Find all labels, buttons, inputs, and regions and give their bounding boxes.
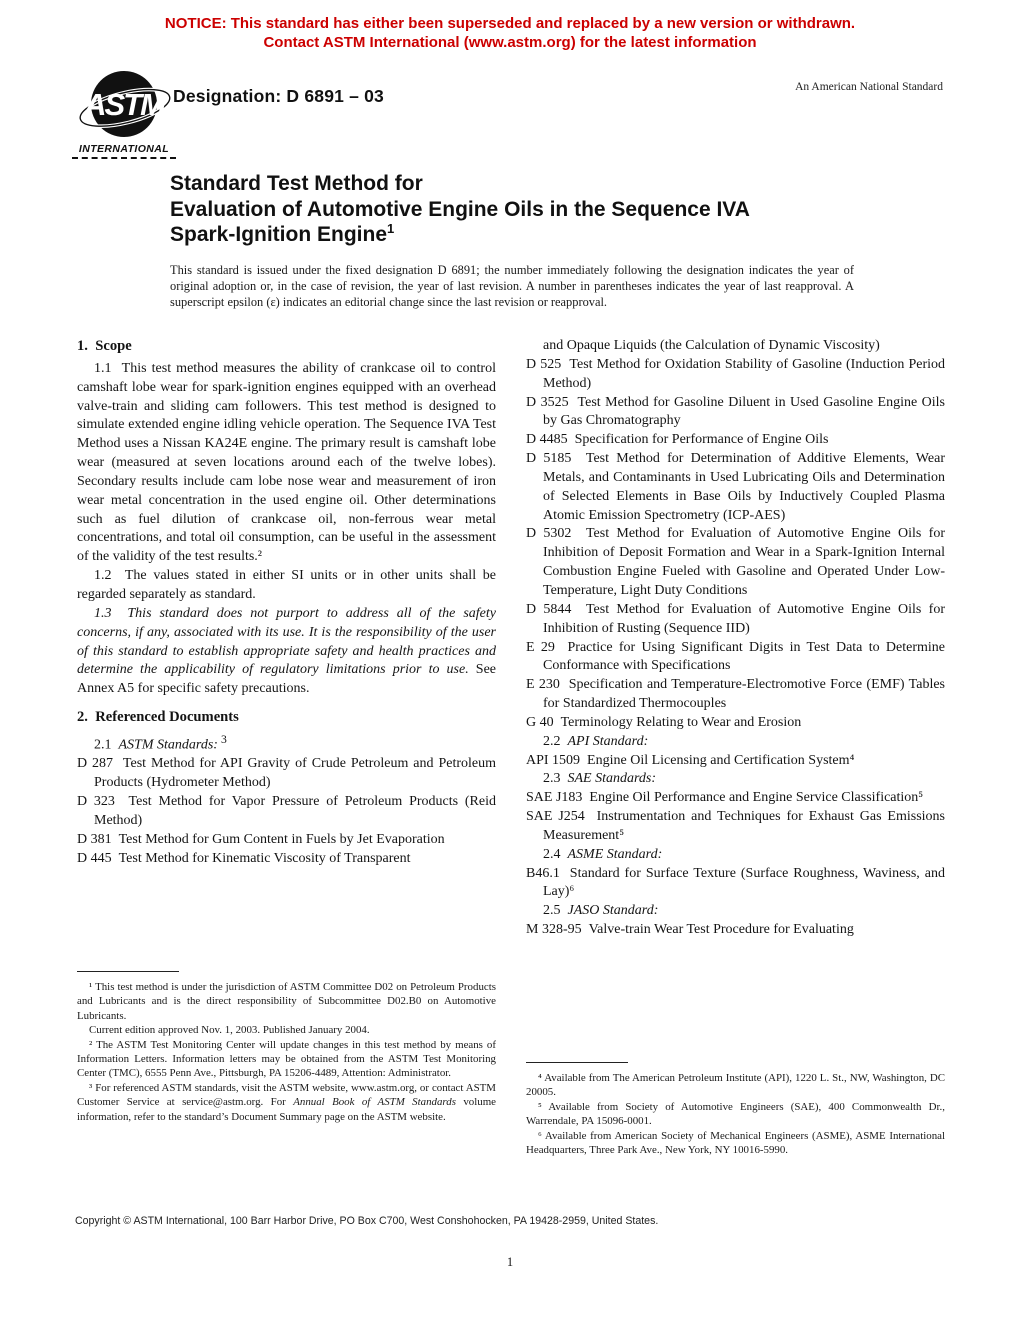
paragraph-1-3-roman: See Annex A5 for specific safety precautions. [77, 662, 496, 697]
footnote-edition: Current edition approved Nov. 1, 2003. Published January 2004. [89, 1024, 370, 1037]
footnotes-right [526, 1062, 945, 1157]
reference-item: SAE J183 Engine Oil Performance and Engine Service Classification⁵ [526, 790, 924, 806]
notice-line-1: NOTICE: This standard has either been superseded and replaced by a new version or withdrawn. [164, 15, 856, 32]
reference-item: D 445 Test Method for Kinematic Viscosity of Transparent [77, 850, 411, 866]
designation: Designation: D 6891 – 03 [173, 86, 384, 106]
national-standard-note: An American National Standard [795, 81, 943, 93]
paragraph-1-2: 1.2 The values stated in either SI units or in other units shall be regarded separately as standard. [77, 568, 496, 602]
subsection-2-3-number: 2.3 [543, 771, 568, 787]
superseded-notice [0, 15, 1020, 52]
reference-item: D 381 Test Method for Gum Content in Fuels by Jet Evaporation [77, 831, 445, 847]
reference-item: D 3525 Test Method for Gasoline Diluent in Used Gasoline Engine Oils by Gas Chromatography [526, 394, 945, 429]
subsection-2-4-label: ASME Standard: [567, 846, 663, 862]
subsection-2-3-label: SAE Standards: [567, 771, 657, 787]
section-heading-scope: 1. Scope [77, 338, 132, 354]
footnote-4: ⁴ Available from The American Petroleum Institute (API), 1220 L. St., NW, Washington, DC 20005. [526, 1072, 945, 1099]
title-line-3-text: Spark-Ignition Engine [170, 223, 388, 246]
footnote-5: ⁵ Available from Society of Automotive Engineers (SAE), 400 Commonwealth Dr., Warrendale, PA 15096-0001. [526, 1100, 945, 1128]
reference-item: SAE J254 Instrumentation and Techniques for Exhaust Gas Emissions Measurement⁵ [526, 809, 945, 843]
title-line-1: Standard Test Method for [170, 172, 423, 195]
title-footnote-marker: 1 [387, 221, 395, 236]
reference-item: API 1509 Engine Oil Licensing and Certification System⁴ [526, 752, 855, 768]
footnote-3-roman-a: ³ For referenced ASTM standards, visit the ASTM website, www.astm.org, or contact ASTM Customer Service at service@astm.org. For [77, 1081, 496, 1109]
reference-item: B46.1 Standard for Surface Texture (Surface Roughness, Waviness, and Lay)⁶ [526, 865, 945, 900]
subsection-2-2-label: API Standard: [567, 733, 649, 749]
subsection-2-5-label: JASO Standard: [567, 903, 659, 919]
reference-item: D 525 Test Method for Oxidation Stability of Gasoline (Induction Period Method) [526, 356, 945, 391]
subsection-2-1 [77, 731, 496, 756]
astm-logo-text: ASTM [84, 87, 164, 122]
astm-logo [72, 68, 176, 159]
subsection-2-5-number: 2.5 [543, 903, 568, 919]
subsection-2-4-number: 2.4 [543, 846, 568, 862]
reference-item: M 328-95 Valve-train Wear Test Procedure for Evaluating [526, 922, 854, 938]
footnote-3-italic: Annual Book of ASTM Standards [293, 1096, 456, 1109]
footnote-3-roman-b: volume information, refer to the standard’s Document Summary page on the ASTM website. [77, 1096, 497, 1123]
subsection-2-1-number: 2.1 [94, 737, 119, 753]
reference-item: D 5844 Test Method for Evaluation of Automotive Engine Oils for Inhibition of Rusting (Sequence IID) [526, 601, 945, 636]
footnote-3 [77, 1081, 496, 1124]
reference-item: G 40 Terminology Relating to Wear and Erosion [526, 714, 802, 730]
left-column [77, 337, 496, 868]
issued-note: This standard is issued under the fixed designation D 6891; the number immediately following the designation indicates the year of original adoption or, in the case of revision, the year of last revision. A number in parentheses indicates the year of last reapproval. A superscript epsilon (ε) indicates an editorial change since the last revision or reapproval. [170, 263, 854, 309]
title-line-2: Evaluation of Automotive Engine Oils in the Sequence IVA [170, 197, 750, 221]
reference-item: D 4485 Specification for Performance of Engine Oils [526, 432, 829, 448]
page-title [170, 171, 750, 248]
title-line-3 [170, 222, 750, 248]
subsection-2-1-label: ASTM Standards: [118, 737, 218, 753]
paragraph-1-3-italic: 1.3 This standard does not purport to address all of the safety concerns, if any, associated with its use. It is the responsibility of the user of this standard to establish appropriate safety and health practices and determine the applicability of regulatory limitations prior to use. [77, 605, 496, 678]
subsection-2-2 [526, 733, 945, 752]
reference-item: D 5185 Test Method for Determination of Additive Elements, Wear Metals, and Contaminants in Used Lubricating Oils and Determination of Selected Elements in Base Oils by Inductively Coupled Plasma Atomic Emission Spectrometry (ICP-AES) [526, 451, 945, 523]
copyright-line: Copyright © ASTM International, 100 Barr Harbor Drive, PO Box C700, West Conshohocken, PA 19428-2959, United States. [75, 1215, 659, 1227]
paragraph-1-1: 1.1 This test method measures the ability of crankcase oil to control camshaft lobe wear for spark-ignition engines equipped with an overhead valve-train and sliding cam followers. This test method is designed to simulate extended engine idling vehicle operation. The Sequence IVA Test Method uses a Nissan KA24E engine. The primary result is camshaft lobe wear (measured at seven locations around each of the twelve lobes). Secondary results include cam lobe nose wear and measurement of iron wear metal concentration in the used engine oil. Other determinations such as fuel dilution of crankcase oil, non-ferrous wear metal concentrations, and total oil consumption, can be useful in the assessment of the validity of the test results.² [77, 360, 496, 565]
subsection-2-2-number: 2.2 [543, 733, 568, 749]
reference-item-continuation: and Opaque Liquids (the Calculation of Dynamic Viscosity) [543, 338, 880, 353]
footnote-6: ⁶ Available from American Society of Mechanical Engineers (ASME), ASME International Headquarters, Three Park Ave., New York, NY 10016-5990. [526, 1129, 945, 1157]
reference-item: D 5302 Test Method for Evaluation of Automotive Engine Oils for Inhibition of Deposit Formation and Wear in a Spark-Ignition Internal Combustion Engine Fueled with Gasoline and Operated Under Low-Temperature, Light Duty Conditions [526, 526, 945, 598]
footnote-rule [77, 971, 179, 972]
reference-item: D 323 Test Method for Vapor Pressure of Petroleum Products (Reid Method) [77, 794, 496, 828]
footnotes-left [77, 971, 496, 1124]
footnote-2: ² The ASTM Test Monitoring Center will update changes in this test method by means of Information Letters. Information letters may be obtained from the ASTM Test Monitoring Center (TMC), 6555 Penn Ave., Pittsburgh, PA 15206-4489, Attention: Administrator. [77, 1038, 496, 1080]
astm-logo-subtitle: INTERNATIONAL [72, 143, 176, 159]
subsection-2-1-footnote-marker: 3 [220, 732, 227, 746]
right-column [526, 337, 945, 940]
astm-globe-icon [76, 68, 172, 142]
reference-item: E 29 Practice for Using Significant Digits in Test Data to Determine Conformance with Specifications [526, 639, 945, 674]
subsection-2-5 [526, 902, 945, 921]
footnote-rule [526, 1062, 628, 1063]
notice-line-2: Contact ASTM International (www.astm.org) for the latest information [263, 33, 757, 51]
reference-item: E 230 Specification and Temperature-Electromotive Force (EMF) Tables for Standardized Thermocouples [526, 677, 945, 712]
reference-item: D 287 Test Method for API Gravity of Crude Petroleum and Petroleum Products (Hydrometer Method) [77, 756, 496, 791]
subsection-2-3 [526, 770, 945, 789]
subsection-2-4 [526, 846, 945, 865]
footnote-1: ¹ This test method is under the jurisdiction of ASTM Committee D02 on Petroleum Products and Lubricants and is the direct responsibility of Subcommittee D02.B0 on Automotive Lubricants. [77, 981, 496, 1022]
paragraph-1-3 [77, 605, 496, 699]
section-heading-referenced-documents: 2. Referenced Documents [77, 709, 239, 726]
page-number: 1 [506, 1255, 514, 1269]
